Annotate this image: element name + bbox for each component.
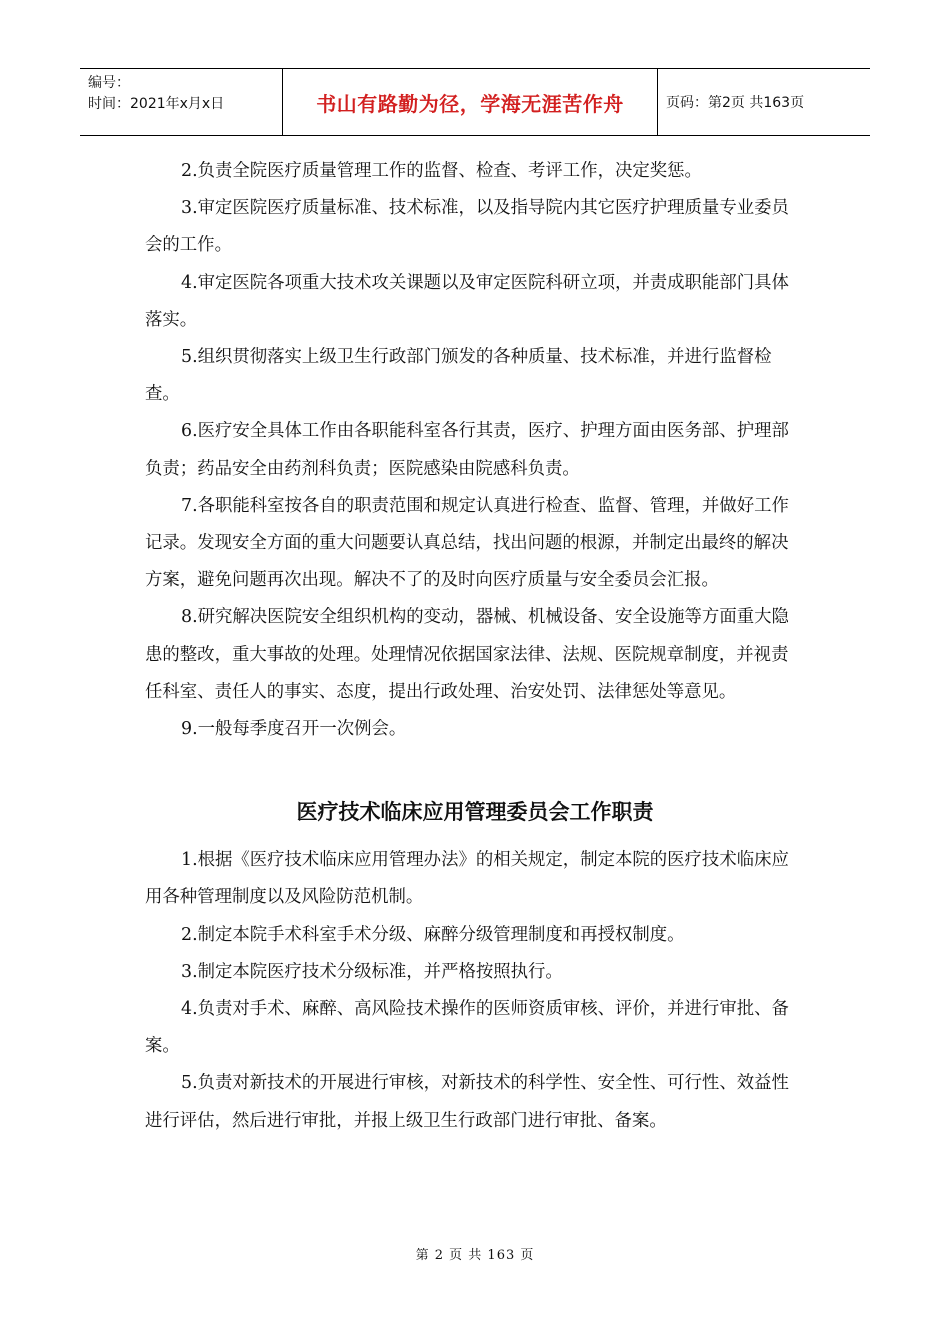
page-footer: 第 2 页 共 163 页 [415, 1248, 535, 1263]
paragraph: 4.审定医院各项重大技术攻关课题以及审定医院科研立项，并责成职能部门具体落实。 [145, 272, 789, 330]
paragraph: 3.审定医院医疗质量标准、技术标准，以及指导院内其它医疗护理质量专业委员会的工作。 [145, 198, 789, 256]
page-header [80, 68, 870, 136]
section-title: 医疗技术临床应用管理委员会工作职责 [296, 800, 654, 825]
header-meta [80, 69, 282, 135]
paragraph: 9.一般每季度召开一次例会。 [181, 719, 407, 740]
document-date: 时间：2021年x月x日 [88, 96, 225, 112]
paragraph: 8.研究解决医院安全组织机构的变动，器械、机械设备、安全设施等方面重大隐患的整改，重大事故的处理。处理情况依据国家法律、法规、医院规章制度，并视责任科室、责任人的事实、态度，提出行政处理、治安处罚、法律惩处等意见。 [145, 607, 789, 702]
paragraph: 3.制定本院医疗技术分级标准，并严格按照执行。 [181, 961, 563, 982]
paragraph: 5.组织贯彻落实上级卫生行政部门颁发的各种质量、技术标准，并进行监督检查。 [145, 347, 772, 405]
document-body [145, 153, 805, 1140]
paragraph: 2.制定本院手术科室手术分级、麻醉分级管理制度和再授权制度。 [181, 924, 685, 945]
paragraph: 2.负责全院医疗质量管理工作的监督、检查、考评工作，决定奖惩。 [181, 161, 702, 181]
paragraph: 7.各职能科室按各自的职责范围和规定认真进行检查、监督、管理，并做好工作记录。发现安全方面的重大问题要认真总结，找出问题的根源，并制定出最终的解决方案，避免问题再次出现。解决不了的及时向医疗质量与安全委员会汇报。 [145, 495, 789, 591]
header-motto: 书山有路勤为径，学海无涯苦作舟 [282, 69, 658, 135]
document-number-label: 编号： [88, 75, 130, 91]
paragraph: 5.负责对新技术的开展进行审核，对新技术的科学性、安全性、可行性、效益性进行评估，然后进行审批，并报上级卫生行政部门进行审批、备案。 [145, 1073, 789, 1131]
paragraph: 4.负责对手术、麻醉、高风险技术操作的医师资质审核、评价，并进行审批、备案。 [145, 999, 789, 1057]
paragraph: 6.医疗安全具体工作由各职能科室各行其责，医疗、护理方面由医务部、护理部负责；药品安全由药剂科负责；医院感染由院感科负责。 [145, 421, 789, 479]
paragraph: 1.根据《医疗技术临床应用管理办法》的相关规定，制定本院的医疗技术临床应用各种管理制度以及风险防范机制。 [145, 850, 789, 908]
header-page-info: 页码：第2页 共163页 [666, 95, 805, 111]
